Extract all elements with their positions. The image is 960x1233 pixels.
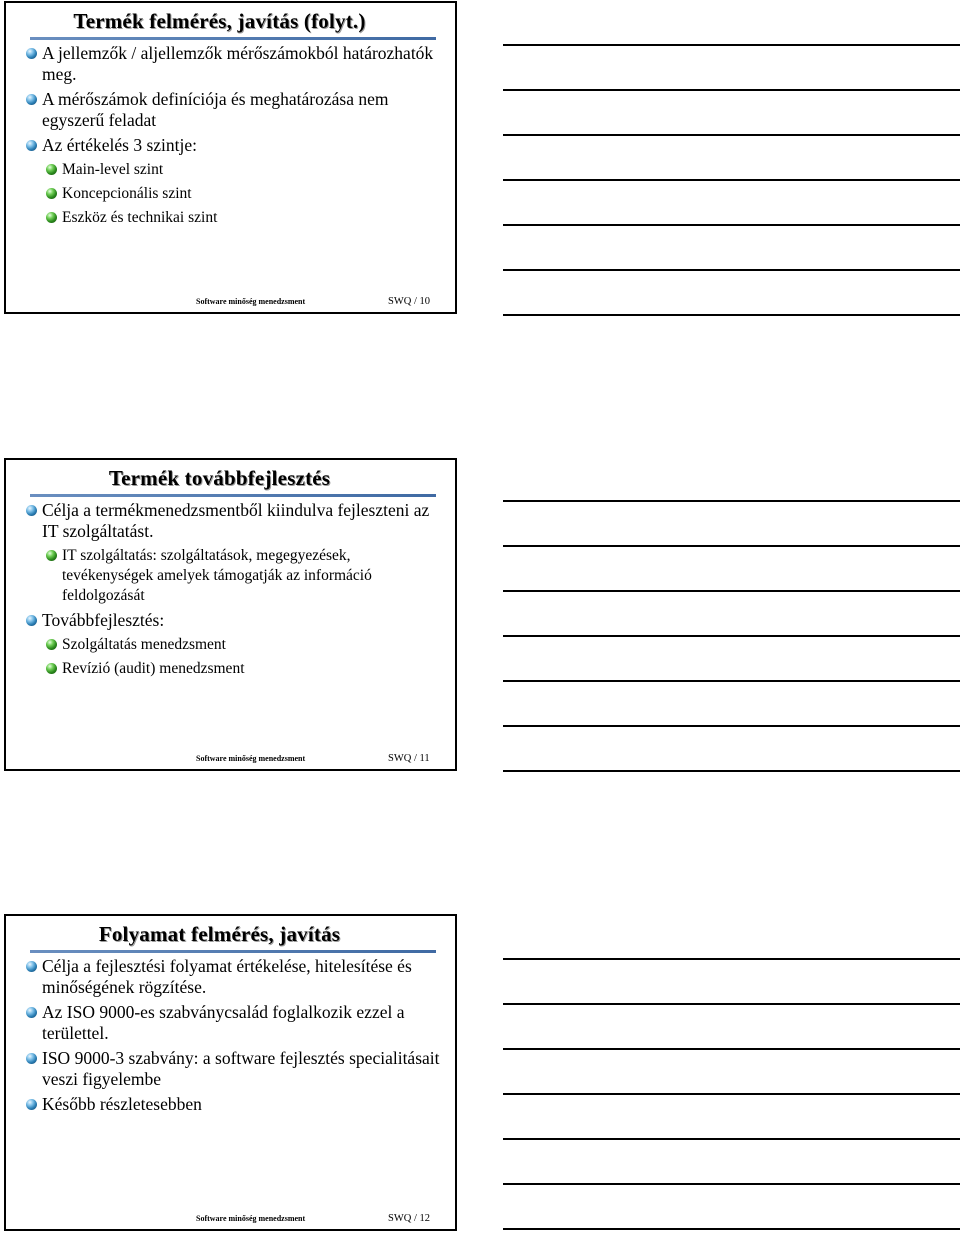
bullet-text: A mérőszámok definíciója és meghatározása nem egyszerű feladat [42,89,389,130]
note-line [503,1048,960,1050]
blue-ball-bullet-icon [26,140,37,151]
slide-3 [4,914,457,1231]
bullet-text: Célja a fejlesztési folyamat értékelése, hitelesítése és minőségének rögzítése. [42,956,412,997]
slide-footer-course: Software minőség menedzsment [196,754,306,763]
note-line [503,269,960,271]
sub-bullet-item [26,208,443,228]
blue-ball-bullet-icon [26,1007,37,1018]
note-line [503,89,960,91]
blue-ball-bullet-icon [26,505,37,516]
sub-bullet-item [26,184,443,204]
title-underline [30,950,436,953]
bullet-item [26,43,443,85]
title-underline [30,37,436,40]
green-ball-bullet-icon [46,663,57,674]
bullet-item [26,1094,443,1115]
green-ball-bullet-icon [46,212,57,223]
note-line [503,179,960,181]
slide-1 [4,1,457,314]
blue-ball-bullet-icon [26,1053,37,1064]
green-ball-bullet-icon [46,639,57,650]
note-line [503,1003,960,1005]
bullet-text: Továbbfejlesztés: [42,610,165,630]
blue-ball-bullet-icon [26,961,37,972]
sub-bullet-item [26,546,443,606]
note-line [503,1228,960,1230]
bullet-item [26,610,443,631]
blue-ball-bullet-icon [26,94,37,105]
bullet-item [26,89,443,131]
note-line [503,314,960,316]
slide-footer-page-number: SWQ / 10 [388,296,430,307]
blue-ball-bullet-icon [26,1099,37,1110]
note-line [503,545,960,547]
bullet-text: Később részletesebben [42,1094,202,1114]
sub-bullet-item [26,659,443,679]
note-line [503,44,960,46]
note-line [503,500,960,502]
bullet-text: Eszköz és technikai szint [62,209,218,226]
bullet-list [26,956,443,1119]
bullet-list [26,43,443,232]
slide-footer-page-number: SWQ / 12 [388,1213,430,1224]
bullet-item [26,1002,443,1044]
bullet-text: A jellemzők / aljellemzők mérőszámokból határozhatók meg. [42,43,434,84]
note-line [503,770,960,772]
bullet-text: IT szolgáltatás: szolgáltatások, megegyezések, tevékenységek amelyek támogatják az információ feldolgozását [62,547,372,604]
note-line [503,725,960,727]
bullet-text: Az ISO 9000-es szabványcsalád foglalkozik ezzel a területtel. [42,1002,405,1043]
slide-footer-course: Software minőség menedzsment [196,1214,306,1223]
slide-title: Termék felmérés, javítás (folyt.) [73,9,366,33]
bullet-text: ISO 9000-3 szabvány: a software fejlesztés specialitásait veszi figyelembe [42,1048,440,1089]
note-line [503,1093,960,1095]
title-underline [30,494,436,497]
note-line [503,635,960,637]
note-line [503,134,960,136]
green-ball-bullet-icon [46,550,57,561]
blue-ball-bullet-icon [26,615,37,626]
note-line [503,680,960,682]
bullet-text: Main-level szint [62,161,164,178]
note-line [503,224,960,226]
note-line [503,1183,960,1185]
bullet-text: Szolgáltatás menedzsment [62,636,226,653]
bullet-item [26,1048,443,1090]
sub-bullet-item [26,635,443,655]
note-line [503,958,960,960]
slide-footer-page-number: SWQ / 11 [388,753,430,764]
bullet-item [26,500,443,542]
slide-footer-course: Software minőség menedzsment [196,297,306,306]
bullet-text: Célja a termékmenedzsmentből kiindulva fejleszteni az IT szolgáltatást. [42,500,430,541]
bullet-item [26,135,443,156]
bullet-text: Koncepcionális szint [62,185,192,202]
green-ball-bullet-icon [46,164,57,175]
slide-2 [4,458,457,771]
bullet-item [26,956,443,998]
slide-title: Termék továbbfejlesztés [108,466,331,490]
bullet-text: Revízió (audit) menedzsment [62,660,245,677]
note-line [503,1138,960,1140]
blue-ball-bullet-icon [26,48,37,59]
slide-title: Folyamat felmérés, javítás [98,922,341,946]
note-line [503,590,960,592]
bullet-text: Az értékelés 3 szintje: [42,135,198,155]
bullet-list [26,500,443,683]
green-ball-bullet-icon [46,188,57,199]
sub-bullet-item [26,160,443,180]
